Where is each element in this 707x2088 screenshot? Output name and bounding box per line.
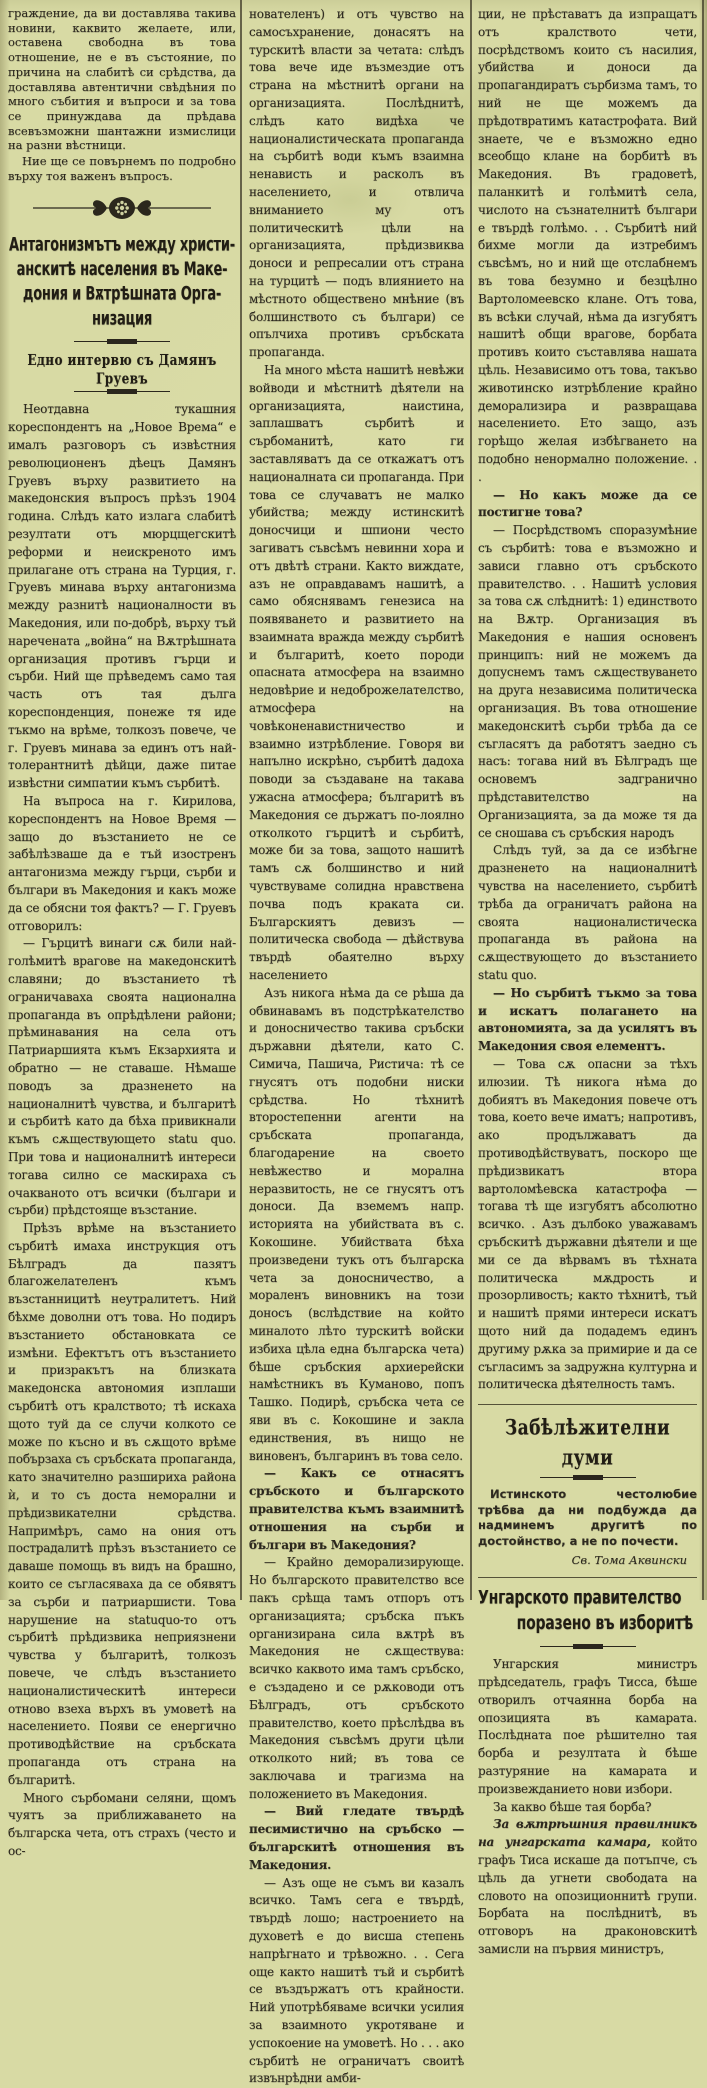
headline-line: Антагонизмътъ между христи- bbox=[9, 234, 235, 257]
column-divider bbox=[470, 0, 472, 1600]
article-paragraph: На много мѣста нашитѣ невѣжи войводи и мѣстнитѣ дѣятели на организацията, наистина, заплашватъ сърбитѣ и сърбоманитѣ, като ги заставляватъ да се откажатъ отъ националната си пропаганда. При това се случаватъ не малко убийства; между истинскитѣ доносчици и шпиони често загиватъ съвсѣмъ невинни хора и отъ двѣтѣ страни. Както виждате, азъ не оправдавамъ нашитѣ, а само обяснявамъ генезиса на появяването и развитието на взаимната вражда между сърбитѣ и българитѣ, което породи опасната атмосфера на взаимно недовѣрие и недоброжелателство, атмосфера на човѣконенавистничество и взаимно изтрѣбление. Говоря ви напълно искрѣно, сърбитѣ дадоха поводи за създаване на такава ужасна атмосфера; българитѣ въ Македония се държатъ по-лоялно отколкото гърцитѣ и сърбитѣ, може би за това, защото нашитѣ тамъ сѫ болшинство и ний чувствуваме солидна нравствена почва подъ краката си. Българскиятъ девизъ — политическа свобода — дѣйствува твърдѣ обаятелно върху населението bbox=[249, 362, 464, 983]
section-divider bbox=[478, 1577, 697, 1578]
headline-line: Унгарското правителство bbox=[478, 1587, 682, 1610]
headline-rule bbox=[540, 1644, 636, 1649]
article-paragraph: — Посрѣдствомъ споразумѣние съ сърбитѣ: това е възможно и зависи главно отъ сръбското правителство. . . Нашитѣ условия за това сѫ слѣднитѣ: 1) единството на Вѫтр. Организация въ Македония е нашия основенъ принципъ: ний не можемъ да допуснемъ тамъ сѫществуването на друга независима политическа организация. Въ това отношение македонскитѣ сърби трѣба да се съгласятъ да работятъ заедно съ насъ: тогава ний въ Бѣлградъ ще основемъ задгранично прѣдставителство на Организацията, за да може тя да се сношава съ сръбския народъ bbox=[478, 523, 697, 840]
article-paragraph: Неотдавна тукашния кореспондентъ на „Новое Врема“ е ималъ разговоръ съ извѣстния революционенъ дѣецъ Дамянъ Груевъ върху развитието на македонския въпросъ прѣзъ 1904 година. Слѣдъ като излага слабитѣ резултати отъ мюрцщегскитѣ реформи и неискреното имъ прилагане отъ страна на Турция, г. Груевъ минава върху антагонизма между разнитѣ националности въ Македония, или по-добрѣ, върху тъй наречената „война“ на Вѫтрѣшната организация противъ гърци и сърби. Ний ще прѣведемъ само тая часть отъ тая дълга кореспонденция, понеже тя иде тъкмо на врѣме, толкозъ повече, че г. Груевъ минава за единъ отъ най-толерантнитѣ дѣйци, даже питае извѣстни симпатии къмъ сърбитѣ. bbox=[8, 402, 236, 791]
headline-line: низация bbox=[91, 308, 153, 331]
notable-words-headline: Забѣлѣжителни думи bbox=[504, 1415, 671, 1471]
fleuron-divider-icon bbox=[31, 195, 213, 221]
section-divider bbox=[478, 1404, 697, 1405]
page-edge-rule bbox=[702, 0, 704, 1600]
article-paragraph: — Азъ още не съмъ ви казалъ всичко. Тамъ сега е твърдѣ, твърдѣ лошо; настроението на духоветѣ е до висша степень напрѣгнато и трѣвожно. . . Сега още както нашитѣ тъй и сърбитѣ се въздържатъ отъ крайности. Ний употрѣбяваме всички усилия за взаимното укротяване и успокоение на умоветѣ. Но . . . ако сърбитѣ не ограничатъ своитѣ извънрѣдни амби- bbox=[249, 1875, 464, 2086]
italic-lead: За вѫтрѣшния правилникъ на унгарската камара, bbox=[478, 1817, 697, 1850]
article-subheadline: Едно интервю съ Дамянъ Груевъ bbox=[27, 351, 217, 388]
continuation-paragraph: Ние ще се повърнемъ по подробно върху тоя важенъ въпросъ. bbox=[8, 154, 236, 183]
article-headline bbox=[8, 233, 236, 332]
article-paragraph: За какво бѣше тая борба? bbox=[493, 1799, 652, 1814]
subheadline-rule bbox=[74, 389, 170, 394]
article-paragraph: На въпроса на г. Кирилова, кореспондентъ на Новое Время — защо до възстанието не се забѣлѣзваше да е тъй изостренъ антагонизма между гърци, сърби и българи въ Македония и какъ може да се обясни тоя фактъ? — Г. Груевъ отговорилъ: bbox=[8, 793, 236, 933]
paragraph-rest: който графъ Тиса искаше да потъпче, съ цѣль да угнети свободата на словото на опозиционнитѣ групи. Борбата на послѣднитѣ, въ отговоръ на драконовскитѣ замисли на първия министръ, bbox=[478, 1835, 698, 1956]
article-paragraph: — Това сѫ опасни за тѣхъ илюзии. Тѣ никога нѣма до добиятъ въ Македония повече отъ това, което вече иматъ; напротивъ, ако продължаватъ да противодѣйствуватъ, поскоро ще прѣдизвикатъ втора вартоломѣевска катастрофа — тогава тѣ ще изгубятъ абсолютно всичко. . Азъ дълбоко уважавамъ сръбскитѣ държавни дѣятели и ще ми се да вѣрвамъ въ тѣхната политическа мѫдрость и прозорливость; както тѣхнитѣ, тъй и нашитѣ прями интереси искатъ щото ний да подадемъ единъ другиму рѫка за примирие и да се съгласимъ за задружна културна и политическа дѣятелность тамъ. bbox=[478, 1057, 697, 1392]
left-column bbox=[8, 0, 236, 1861]
interviewer-question: — Но сърбитѣ тъкмо за това и искатъ полагането на автономията, за да усилятъ въ Македония своя елементъ. bbox=[478, 985, 697, 1054]
continuation-paragraph: граждение, да ви доставлява такива новини, каквито желаете, или, оставена свободна въ това отношение, не е въ състояние, по причина на слабитѣ си срѣдства, да доставлява автентични свѣдѣния по много събития и въпроси и за това се принуждава да прѣдава всевъзможни шантажни измислици на разни вѣстници. bbox=[8, 6, 236, 153]
right-column bbox=[478, 0, 697, 1959]
interviewer-question: — Какъ се отнасятъ сръбското и българското правителства къмъ взаимнитѣ отношения на сърби и българи въ Македония? bbox=[249, 1466, 464, 1552]
headline-line: анскитѣ населения въ Маке- bbox=[16, 259, 228, 282]
article-paragraph: Много сърбомани селяни, щомъ чуятъ за приближаването на българска чета, отъ страхъ (често и ос- bbox=[8, 1790, 236, 1858]
headline-rule bbox=[74, 339, 170, 344]
headline-rule bbox=[540, 1475, 636, 1480]
article-paragraph: Унгарския министръ прѣдседатель, графъ Тисса, бѣше отворилъ отчаянна борба на опозицията въ камарата. Послѣдната пое рѣшително тая борба и резултата ѝ бѣше разтуряние на камарата и произвежданието нови избори. bbox=[478, 1657, 697, 1796]
article-paragraph: ции, не прѣставатъ да изпращатъ отъ кралството чети, посрѣдствомъ които съ насилия, убийства и доноси да пропагандиратъ сърбизма тамъ, то ний не ще можемъ да прѣдотвратимъ катастрофата. Вий знаете, че е възможно едно всеобщо клане на борбитѣ въ Македония. Въ градоветѣ, паланкитѣ и голѣмитѣ села, числото на съзнателнитѣ българи е твърдѣ голѣмо. . . Сърбитѣ ний бихме могли да изтребимъ съвсѣмъ, но и ний ще отслабнемъ въ това безумно и безцѣлно Вартоломеевско клане. Отъ това, въ всѣки случай, нѣма да изгубятъ нашитѣ общи врагове, борбата противъ които съставлява нашата цѣль. Независимо отъ това, такъво животинско изтрѣбление крайно деморализира и развращава населението. Ето защо, азъ горѣщо желая избѣгването на подобно ненормално положение. . . bbox=[478, 7, 697, 484]
article-paragraph: Прѣзъ врѣме на възстанието сърбитѣ имаха инструкция отъ Бѣлградъ да пазятъ благожелателенъ къмъ възстанницитѣ неутралитетъ. Ний бѣхме доволни отъ това. Но подиръ възстанието обстановката се измѣни. Ефектътъ отъ възстанието и призракътъ на близката македонска автономия изплаши сърбитѣ отъ кралството; тѣ искаха щото туй да се случи колкото се може по късно и въ сѫщото врѣме побързаха съ сръбската пропаганда, като значително разшириха района ѝ, и то съ доста неморални и прѣдизвикателни срѣдства. Напримѣръ, само на ония отъ пострадалитѣ прѣзъ възстанието се даваше помощь въ видъ на брашно, които се съгласяваха да се обявятъ за сърби и патриаршисти. Това нарушение на statuquo-то отъ сърбитѣ прѣдизвика неприязнени чувства у българитѣ, толкозъ повече, че слѣдъ възстанието националистическитѣ интереси отново взеха върхъ въ умоветѣ на населението. Появи се енергично противодѣйствие на сръбската пропаганда отъ страна на българитѣ. bbox=[8, 1221, 236, 1787]
article-paragraph: Азъ никога нѣма да се рѣша да обвинавамъ въ подстрѣкателство и доносничество такива сръбски държавни дѣятели, като С. Симича, Пашича, Ристича: тѣ се гнусятъ отъ подобни ниски срѣдства. Но тѣхнитѣ второстепенни агенти на сръбската пропаганда, благодарение на своето невѣжество и морална неразвитость, не се гнусятъ отъ доноси. Да вземемъ напр. историята на убийствата въ с. Кокошине. Убийствата бѣха произведени тукъ отъ българска чета за доносничество, а мораленъ виновникъ на този доносъ (вслѣдствие на който миналото лѣто турскитѣ войски избиха цѣла една българска чета) бѣше сръбския архиерейски намѣстникъ въ Куманово, попъ Ташко. Подирѣ, сръбска чета се яви въ с. Кокошине и закла единствения, въ нищо не виновенъ, българинъ въ това село. bbox=[249, 985, 464, 1463]
column-divider bbox=[240, 0, 242, 1600]
article-paragraph: — Крайно деморализирующе. Но българското правителство все пакъ срѣща тамъ отпоръ отъ организацията; сръбска пъкъ организирана сила вѫтрѣ въ Македония не сѫществува: всичко каквото има тамъ сръбско, е създадено и се рѫководи отъ Бѣлградъ, отъ сръбското правителство, което прѣслѣдва въ Македония съвсѣмъ други цѣли отколкото ний; въ това се заключава и трагизма на положението въ Македония. bbox=[249, 1555, 464, 1801]
headline-line: дония и Вѫтрѣшната Орга- bbox=[22, 284, 222, 306]
headline-line: поразено въ изборитѣ bbox=[516, 1613, 693, 1635]
article-paragraph: — Гърцитѣ винаги сѫ били най-голѣмитѣ врагове на македонскитѣ славяни; до възстанието тѣ ограничаваха своята национална пропаганда въ опрѣдѣлени райони; прѣминавания на села отъ Патриаршията къмъ Екзархията и обратно — не ставаше. Нѣмаше поводъ за дразненето на националнитѣ чувства, и българитѣ и сърбитѣ като да бѣха привикнали къмъ сѫществующето statu quo. При това и националнитѣ интереси тогава силно се маскираха съ очакваното отъ всички (българи и сърби) прѣдстояще възстание. bbox=[8, 936, 236, 1218]
hungary-article-headline bbox=[478, 1586, 697, 1637]
middle-column bbox=[249, 0, 464, 2088]
article-paragraph: Слѣдъ туй, за да се избѣгне дразненето на националнитѣ чувства на населението, сърбитѣ трѣба да ограничатъ района на своята националистическа пропаганда въ района на сѫществующето до възстанието statu quo. bbox=[478, 843, 697, 983]
quote-text: Истинското честолюбие трѣбва да ни подбужда да надминемъ другитѣ по достойнство, а не по почести. bbox=[478, 1487, 697, 1548]
interviewer-question: — Но какъ може да се постигне това? bbox=[478, 487, 697, 520]
article-paragraph: нователенъ) и отъ чувство на самосъхранение, донасятъ на турскитѣ власти за четата: слѣдъ това вече иде възмездие отъ страна на мѣстнитѣ органи на организацията. Послѣднитѣ, слѣдъ като видѣха че националистическата пропаганда на сърбитѣ води къмъ взаимна ненависть и расколъ въ населението, и отвлича вниманието му отъ политическитѣ цѣли на организацията, прѣдизвиква доноси и репресалии отъ страна на турцитѣ — подъ влиянието на мѣстното обществено мнѣние (въ болшинството съ българи) се опълчиха противъ сръбската пропаганда. bbox=[249, 7, 464, 360]
quote-attribution: Св. Тома Аквински bbox=[571, 1553, 687, 1568]
interviewer-question: — Вий гледате твърдѣ песимистично на сръбско — българскитѣ отношения въ Македония. bbox=[249, 1804, 464, 1872]
article-paragraph bbox=[478, 1816, 697, 1958]
